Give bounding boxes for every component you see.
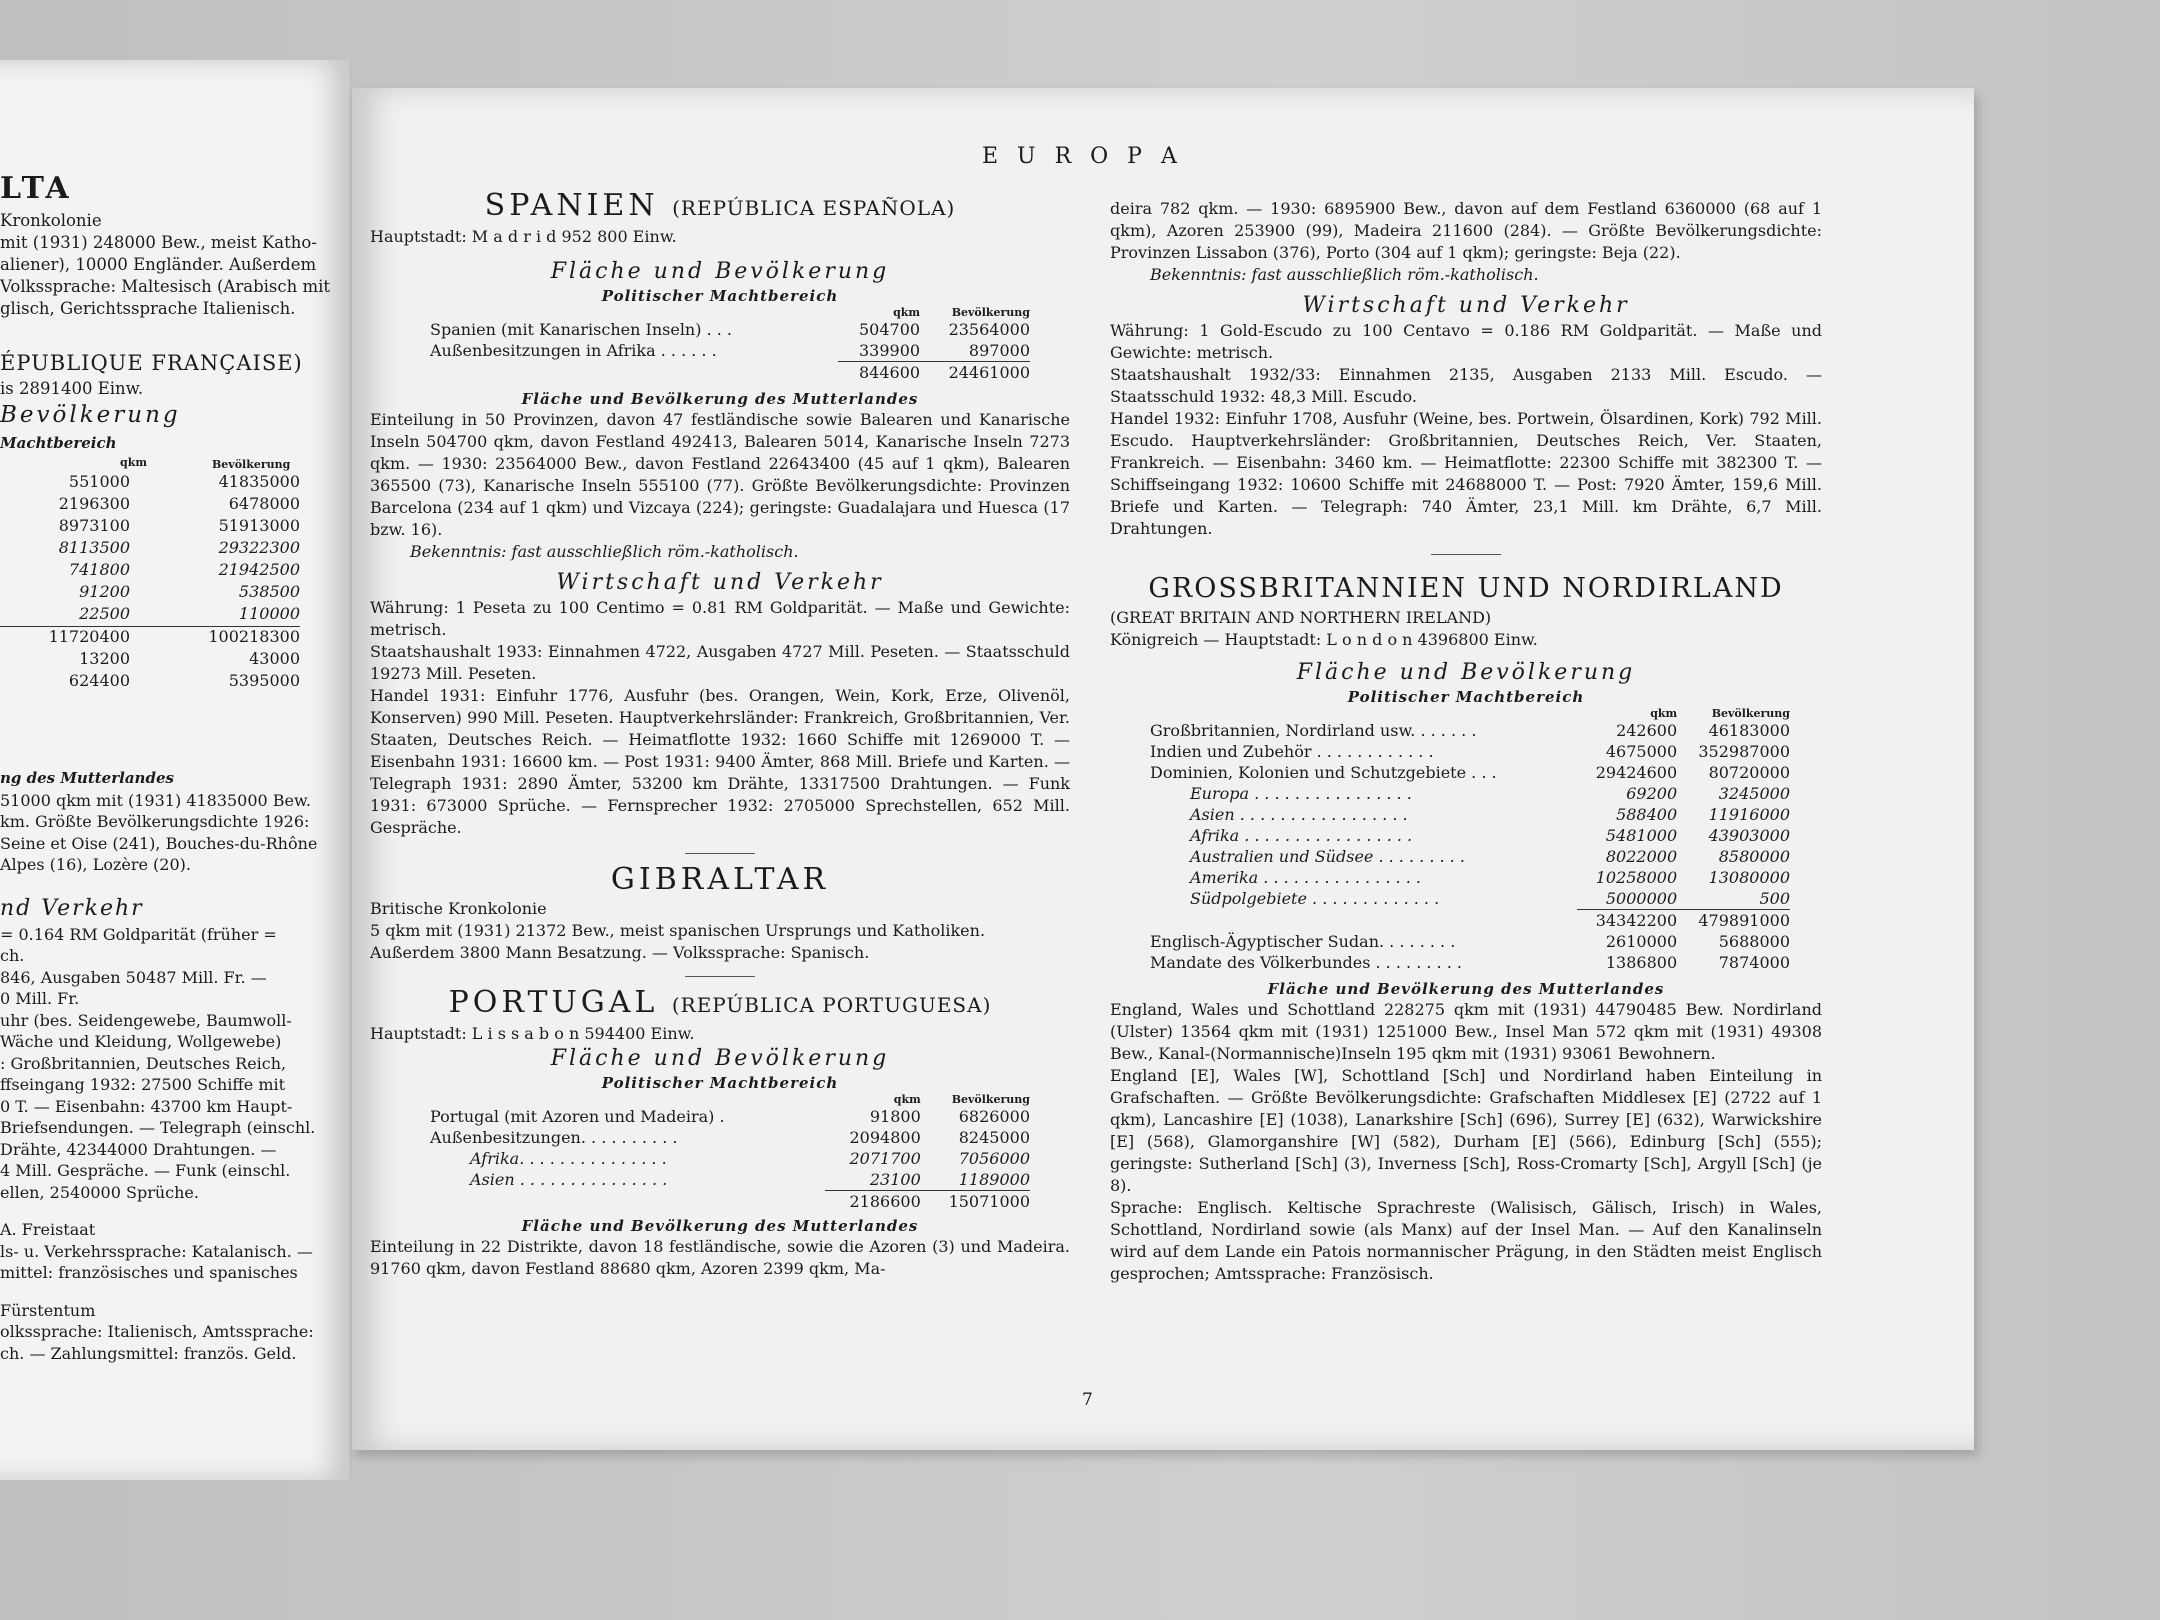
- left-line: nd Verkehr: [0, 895, 144, 921]
- left-line: ls- u. Verkehrssprache: Katalanisch. —: [0, 1241, 313, 1261]
- gibraltar-title: GIBRALTAR: [610, 862, 830, 897]
- portugal-row: [430, 1106, 1030, 1127]
- left-table-qkm: 13200: [79, 649, 130, 668]
- left-line: ng des Mutterlandes: [0, 769, 174, 787]
- left-table-bev: 21942500: [218, 560, 300, 579]
- col-qkm: qkm: [893, 306, 921, 319]
- gb-paragraph: England [E], Wales [W], Schottland [Sch] und Nordirland haben Einteilung in Grafschaften. — Größte Bevölkerungsdichte: Grafschaften Middlesex [E] (2722 auf 1 qkm), Lancashire [E] (1038), Lanarkshire [Sch] (696), Surrey [E] (632), Warwickshire [E] (568), Glamorganshire [W] (582), Durham [E] (566), Edinburg [Sch] (555); geringste: Sutherland [Sch] (3), Inverness [Sch], Ross-Cromarty [Sch], Argyll [Sch] (je 8).: [1110, 1066, 1822, 1195]
- portugal-row-label: Außenbesitzungen. . . . . . . . . .: [430, 1128, 678, 1147]
- spanien-row-label: Außenbesitzungen in Afrika . . . . . .: [430, 341, 717, 361]
- left-table-bev: 538500: [238, 582, 300, 601]
- portugal-row-bev: 6826000: [958, 1107, 1030, 1126]
- left-table-bev: 6478000: [228, 494, 300, 513]
- running-head: E U R O P A: [982, 144, 1183, 169]
- gb-extra-row: [1150, 952, 1790, 973]
- section-divider: [685, 853, 755, 854]
- col-bev: Bevölkerung: [1711, 707, 1790, 720]
- left-section-heading: Bevölkerung: [0, 402, 181, 428]
- gb-row-bev: 46183000: [1708, 721, 1790, 740]
- gb-paragraph: Sprache: Englisch. Keltische Sprachreste (Walisisch, Gälisch, Irisch) in Wales, Schottland, Nordirland sowie (als Manx) auf der Insel Man. — Auf den Kanalinseln wird auf dem Lande ein Patois normannischer Prägung, in den Städten meist Englisch gesprochen; Amtssprache: Französisch.: [1110, 1198, 1822, 1283]
- section-divider: [685, 976, 755, 977]
- spanien-title: [370, 188, 1070, 226]
- left-col-bev: Bevölkerung: [212, 458, 291, 471]
- left-table-bev: 41835000: [218, 472, 300, 491]
- portugal-row-bev: 1189000: [958, 1170, 1030, 1189]
- col-bev: Bevölkerung: [951, 306, 1030, 319]
- gb-title: GROSSBRITANNIEN UND NORDIRLAND: [1148, 573, 1784, 604]
- gb-extra-row-label: Englisch-Ägyptischer Sudan. . . . . . . .: [1150, 932, 1456, 951]
- gb-row: [1150, 867, 1790, 888]
- portugal-subsection-2: Fläche und Bevölkerung des Mutterlandes: [521, 1217, 919, 1235]
- spanien-row: [430, 319, 1030, 340]
- portugal-row-label: Portugal (mit Azoren und Madeira) .: [430, 1107, 725, 1126]
- left-table-qkm: 91200: [79, 582, 130, 601]
- portugal-row: [430, 1148, 1030, 1169]
- gb-row-label: Indien und Zubehör . . . . . . . . . . . .: [1150, 742, 1434, 761]
- gb-row-qkm: 10258000: [1595, 868, 1678, 887]
- left-line: ellen, 2540000 Sprüche.: [0, 1182, 199, 1202]
- gb-subsection-2: Fläche und Bevölkerung des Mutterlandes: [1267, 980, 1665, 998]
- left-text-block: [0, 768, 351, 1364]
- gibraltar-paragraph: 5 qkm mit (1931) 21372 Bew., meist spanischen Ursprungs und Katholiken.: [370, 921, 986, 940]
- portugal-section-2: Wirtschaft und Verkehr: [1302, 293, 1630, 318]
- spanien-paragraph: Staatshaushalt 1933: Einnahmen 4722, Ausgaben 4727 Mill. Peseten. — Staatsschuld 19273 Mill. Peseten.: [370, 642, 1070, 683]
- left-line: glisch, Gerichtssprache Italienisch.: [0, 299, 296, 318]
- left-table-row: [0, 649, 300, 671]
- left-line: uhr (bes. Seidengewebe, Baumwoll-: [0, 1010, 292, 1030]
- spanien-paragraph: Bekenntnis: fast ausschließlich röm.-katholisch.: [410, 542, 799, 561]
- col-qkm: qkm: [1650, 707, 1678, 720]
- gb-row-qkm: 29424600: [1595, 763, 1678, 782]
- left-page: [0, 60, 351, 1480]
- left-line: 846, Ausgaben 50487 Mill. Fr. —: [0, 967, 267, 987]
- left-line: : Großbritannien, Deutsches Reich,: [0, 1053, 287, 1073]
- gb-row-bev: 11916000: [1708, 805, 1790, 824]
- portugal-row-qkm: 2094800: [849, 1128, 921, 1147]
- right-page: [352, 88, 1974, 1450]
- spanien-paragraph: Handel 1931: Einfuhr 1776, Ausfuhr (bes. Orangen, Wein, Kork, Erze, Olivenöl, Konserven) 990 Mill. Peseten. Hauptverkehrsländer: Frankreich, Großbritannien, Ver. Staaten, Deutsches Reich. — Heimatflotte 1932: 1660 Schiffe mit 1269000 T. — Eisenbahn 1931: 16600 km. — Post 1931: 9400 Ämter, 868 Mill. Briefe und Karten. — Telegraph 1931: 2890 Ämter, 53200 km Drähte, 13317500 Drahtungen. — Funk 1931: 673000 Sprüche. — Fernsprecher 1932: 2705000 Sprechstellen, 652 Mill. Gespräche.: [370, 686, 1070, 837]
- spanien-subsection-1: Politischer Machtbereich: [601, 287, 839, 305]
- gb-row-label: Großbritannien, Nordirland usw. . . . . . .: [1150, 721, 1477, 740]
- left-table-row: [0, 604, 300, 626]
- left-table: [0, 472, 300, 693]
- left-table-row: [0, 582, 300, 604]
- gb-extra-row-bev: 7874000: [1718, 953, 1790, 972]
- gb-extra-row-label: Mandate des Völkerbundes . . . . . . . . .: [1150, 953, 1462, 972]
- gb-extra-row-qkm: 1386800: [1605, 953, 1678, 972]
- left-line: 0 Mill. Fr.: [0, 989, 80, 1008]
- gb-section-1: Fläche und Bevölkerung: [1296, 660, 1636, 685]
- gb-row: [1150, 804, 1790, 825]
- left-line: Drähte, 42344000 Drahtungen. —: [0, 1139, 277, 1159]
- gb-extra-row-bev: 5688000: [1718, 932, 1790, 951]
- gb-row-qkm: 5000000: [1605, 889, 1678, 908]
- left-col-qkm: qkm: [120, 456, 147, 469]
- spanien-section-2: Wirtschaft und Verkehr: [556, 570, 884, 595]
- portugal-section-1: Fläche und Bevölkerung: [550, 1046, 890, 1071]
- left-line: 51000 qkm mit (1931) 41835000 Bew.: [0, 790, 311, 810]
- portugal-cont-paragraph: deira 782 qkm. — 1930: 6895900 Bew., davon auf dem Festland 6360000 (68 auf 1 qkm), Azoren 253900 (99), Madeira 211600 (284). — Größte Bevölkerungsdichte: Provinzen Lissabon (376), Porto (304 auf 1 qkm); geringste: Beja (22).: [1110, 199, 1822, 262]
- gb-row: [1150, 720, 1790, 741]
- left-line: Alpes (16), Lozère (20).: [0, 855, 191, 874]
- spanien-paragraph: Einteilung in 50 Provinzen, davon 47 festländische sowie Balearen und Kanarische Inseln 504700 qkm, davon Festland 492413, Balearen 5014, Kanarische Inseln 7273 qkm. — 1930: 23564000 Bew., davon Festland 22643400 (45 auf 1 qkm), Balearen 365500 (73), Kanarische Inseln 555100 (77). Größte Bevölkerungsdichte: Provinzen Barcelona (234 auf 1 qkm) und Vizcaya (224); geringste: Guadalajara und Huesca (17 bzw. 16).: [370, 410, 1070, 539]
- portugal-title: [370, 985, 1070, 1023]
- spanien-section-1: Fläche und Bevölkerung: [550, 259, 890, 284]
- portugal-total-bev: 15071000: [921, 1191, 1030, 1213]
- gb-capital: Königreich — Hauptstadt: L o n d o n 4396800 Einw.: [1110, 630, 1538, 649]
- left-line: Seine et Oise (241), Bouches-du-Rhône: [0, 833, 318, 853]
- portugal-total-qkm: 2186600: [825, 1191, 921, 1213]
- left-heading-france: ÉPUBLIQUE FRANÇAISE): [0, 351, 303, 375]
- gb-title-en: (GREAT BRITAIN AND NORTHERN IRELAND): [1110, 608, 1492, 627]
- section-divider: [1431, 554, 1501, 555]
- left-table-bev: 5395000: [228, 671, 300, 690]
- left-table-bev: 110000: [238, 604, 300, 623]
- spanien-subsection-2: Fläche und Bevölkerung des Mutterlandes: [521, 390, 919, 408]
- portugal-title-main: PORTUGAL: [448, 985, 659, 1020]
- left-table-qkm: 624400: [68, 671, 130, 690]
- gb-row-label: Afrika . . . . . . . . . . . . . . . . .: [1190, 826, 1413, 845]
- spanien-total-qkm: 844600: [838, 362, 920, 384]
- left-line: Fürstentum: [0, 1300, 96, 1320]
- gb-row-label: Europa . . . . . . . . . . . . . . . .: [1190, 784, 1412, 803]
- left-table-row: [0, 538, 300, 560]
- left-line: = 0.164 RM Goldparität (früher =: [0, 924, 277, 944]
- gb-row-bev: 13080000: [1708, 868, 1790, 887]
- left-line: A. Freistaat: [0, 1220, 96, 1239]
- gb-row: [1150, 825, 1790, 846]
- left-table-row: [0, 494, 300, 516]
- left-line: Wäche und Kleidung, Wollgewebe): [0, 1032, 282, 1051]
- left-table-qkm: 2196300: [58, 494, 130, 513]
- spanien-capital: Hauptstadt: M a d r i d 952 800 Einw.: [370, 227, 677, 246]
- left-table-qkm: 741800: [68, 560, 130, 579]
- gb-row: [1150, 783, 1790, 804]
- portugal-row-bev: 8245000: [958, 1128, 1030, 1147]
- spanien-total-bev: 24461000: [920, 362, 1030, 384]
- gb-row-qkm: 8022000: [1605, 847, 1678, 866]
- column-left: [370, 188, 1070, 1280]
- left-subheading: Machtbereich: [0, 434, 117, 452]
- gb-row-label: Dominien, Kolonien und Schutzgebiete . . .: [1150, 763, 1497, 782]
- gb-row-bev: 500: [1759, 889, 1790, 908]
- left-table-qkm: 551000: [68, 472, 130, 491]
- gb-row-bev: 80720000: [1708, 763, 1790, 782]
- portugal-title-sub: (REPÚBLICA PORTUGUESA): [671, 993, 992, 1017]
- gb-row: [1150, 741, 1790, 762]
- column-right: [1110, 198, 1822, 1285]
- portugal-cont-paragraph: Handel 1932: Einfuhr 1708, Ausfuhr (Weine, bes. Portwein, Ölsardinen, Kork) 792 Mill. Escudo. Hauptverkehrsländer: Großbritannien, Deutsches Reich, Ver. Staaten, Frankreich. — Eisenbahn: 3460 km. — Heimatflotte: 22300 Schiffe mit 382300 T. — Schiffseingang 1932: 10600 Schiffe mit 24688000 T. — Post: 7920 Ämter, 159,6 Mill. Briefe und Karten. — Telegraph: 740 Ämter, 23,1 Mill. km Drähte, 6,7 Mill. Drahtungen.: [1110, 409, 1822, 538]
- gb-row-qkm: 69200: [1626, 784, 1678, 803]
- spanien-row-label: Spanien (mit Kanarischen Inseln) . . .: [430, 320, 732, 339]
- gb-row: [1150, 846, 1790, 867]
- spanien-row-qkm: 504700: [858, 320, 921, 339]
- gb-row-label: Australien und Südsee . . . . . . . . .: [1190, 847, 1465, 866]
- gb-row-label: Asien . . . . . . . . . . . . . . . . .: [1190, 805, 1408, 824]
- left-table-bev: 100218300: [208, 627, 300, 646]
- portugal-row-qkm: 2071700: [849, 1149, 921, 1168]
- left-table-row: [0, 671, 300, 693]
- left-table-qkm: 22500: [79, 604, 130, 623]
- left-table-row: [0, 516, 300, 538]
- col-qkm: qkm: [893, 1093, 921, 1106]
- left-table-row: [0, 560, 300, 582]
- gb-row-bev: 352987000: [1698, 742, 1790, 761]
- left-table-qkm: 11720400: [48, 627, 130, 646]
- gb-row-qkm: 5481000: [1605, 826, 1678, 845]
- portugal-row-label: Afrika. . . . . . . . . . . . . . .: [470, 1149, 667, 1168]
- portugal-row: [430, 1169, 1030, 1191]
- gb-row-bev: 3245000: [1718, 784, 1790, 803]
- gb-total-qkm: 34342200: [1577, 910, 1677, 932]
- left-line: olkssprache: Italienisch, Amtssprache:: [0, 1322, 314, 1341]
- portugal-row-qkm: 91800: [869, 1107, 921, 1126]
- spanien-title-main: SPANIEN: [484, 188, 659, 223]
- spanien-paragraph: Währung: 1 Peseta zu 100 Centimo = 0.81 RM Goldparität. — Maße und Gewichte: metrisch.: [370, 598, 1070, 639]
- portugal-paragraph: Einteilung in 22 Distrikte, davon 18 festländische, sowie die Azoren (3) und Madeira. 91760 qkm, davon Festland 88680 qkm, Azoren 2399 qkm, Ma-: [370, 1237, 1070, 1278]
- portugal-cont-paragraph: Staatshaushalt 1932/33: Einnahmen 2135, Ausgaben 2133 Mill. Escudo. — Staatsschuld 1932: 48,3 Mill. Escudo.: [1110, 365, 1822, 406]
- gb-subsection-1: Politischer Machtbereich: [1347, 688, 1585, 706]
- left-line: Kronkolonie: [0, 211, 102, 230]
- gb-row-qkm: 242600: [1616, 721, 1678, 740]
- portugal-cont-paragraph: Währung: 1 Gold-Escudo zu 100 Centavo = 0.186 RM Goldparität. — Maße und Gewichte: metrisch.: [1110, 321, 1822, 362]
- left-line: mit (1931) 248000 Bew., meist Katho-: [0, 233, 317, 252]
- col-bev: Bevölkerung: [951, 1093, 1030, 1106]
- left-line: ch.: [0, 946, 25, 965]
- left-heading-malta: LTA: [0, 171, 72, 206]
- gb-row-bev: 43903000: [1708, 826, 1790, 845]
- spanien-row-qkm: 339900: [858, 341, 921, 360]
- gb-extra-row: [1150, 931, 1790, 952]
- left-table-bev: 29322300: [218, 538, 300, 557]
- left-line: Volkssprache: Maltesisch (Arabisch mit: [0, 277, 331, 296]
- left-table-qkm: 8973100: [58, 516, 130, 535]
- left-line: km. Größte Bevölkerungsdichte 1926:: [0, 812, 310, 831]
- spanien-title-sub: (REPÚBLICA ESPAÑOLA): [672, 196, 956, 220]
- left-line: ch. — Zahlungsmittel: französ. Geld.: [0, 1343, 297, 1363]
- gb-row-bev: 8580000: [1718, 847, 1790, 866]
- gb-row-label: Amerika . . . . . . . . . . . . . . . .: [1190, 868, 1421, 887]
- portugal-row-bev: 7056000: [958, 1149, 1030, 1168]
- gb-row: [1150, 762, 1790, 783]
- gibraltar-subtitle: Britische Kronkolonie: [370, 899, 547, 918]
- left-line: Briefsendungen. — Telegraph (einschl.: [0, 1118, 316, 1137]
- left-line: 0 T. — Eisenbahn: 43700 km Haupt-: [0, 1096, 293, 1116]
- portugal-table: [430, 1093, 1030, 1212]
- gb-row-label: Südpolgebiete . . . . . . . . . . . . .: [1190, 889, 1440, 909]
- portugal-cont-paragraph: Bekenntnis: fast ausschließlich röm.-katholisch.: [1150, 265, 1539, 284]
- gibraltar-paragraph: Außerdem 3800 Mann Besatzung. — Volkssprache: Spanisch.: [370, 943, 870, 962]
- left-line: aliener), 10000 Engländer. Außerdem: [0, 255, 317, 274]
- left-table-bev: 51913000: [218, 516, 300, 535]
- left-table-row: [0, 626, 300, 649]
- portugal-subsection-1: Politischer Machtbereich: [601, 1074, 839, 1092]
- gb-table: [1150, 707, 1790, 973]
- gb-paragraph: England, Wales und Schottland 228275 qkm mit (1931) 44790485 Bew. Nordirland (Ulster) 13564 qkm mit (1931) 1251000 Bew., Insel Man 572 qkm mit (1931) 49308 Bew., Kanal-(Normannische)Inseln 195 qkm mit (1931) 93061 Bewohnern.: [1110, 1000, 1822, 1063]
- portugal-row-qkm: 23100: [869, 1170, 921, 1189]
- gb-extra-row-qkm: 2610000: [1605, 932, 1678, 951]
- gb-total-bev: 479891000: [1677, 910, 1790, 932]
- portugal-row: [430, 1127, 1030, 1148]
- left-table-row: [0, 472, 300, 494]
- left-line: mittel: französisches und spanisches: [0, 1263, 298, 1282]
- spanien-row-bev: 23564000: [948, 320, 1030, 339]
- portugal-row-label: Asien . . . . . . . . . . . . . . .: [470, 1170, 668, 1190]
- spanien-table: [430, 306, 1030, 383]
- spanien-row-bev: 897000: [968, 341, 1030, 360]
- spanien-row: [430, 340, 1030, 362]
- left-table-qkm: 8113500: [58, 538, 130, 557]
- page-number: 7: [1082, 1390, 1093, 1410]
- left-line: 4 Mill. Gespräche. — Funk (einschl.: [0, 1161, 291, 1180]
- left-line: is 2891400 Einw.: [0, 379, 144, 398]
- gb-row-qkm: 4675000: [1605, 742, 1678, 761]
- gb-row: [1150, 888, 1790, 910]
- left-table-bev: 43000: [249, 649, 300, 668]
- gb-row-qkm: 588400: [1616, 805, 1678, 824]
- left-line: ffseingang 1932: 27500 Schiffe mit: [0, 1075, 286, 1094]
- portugal-capital: Hauptstadt: L i s s a b o n 594400 Einw.: [370, 1024, 695, 1043]
